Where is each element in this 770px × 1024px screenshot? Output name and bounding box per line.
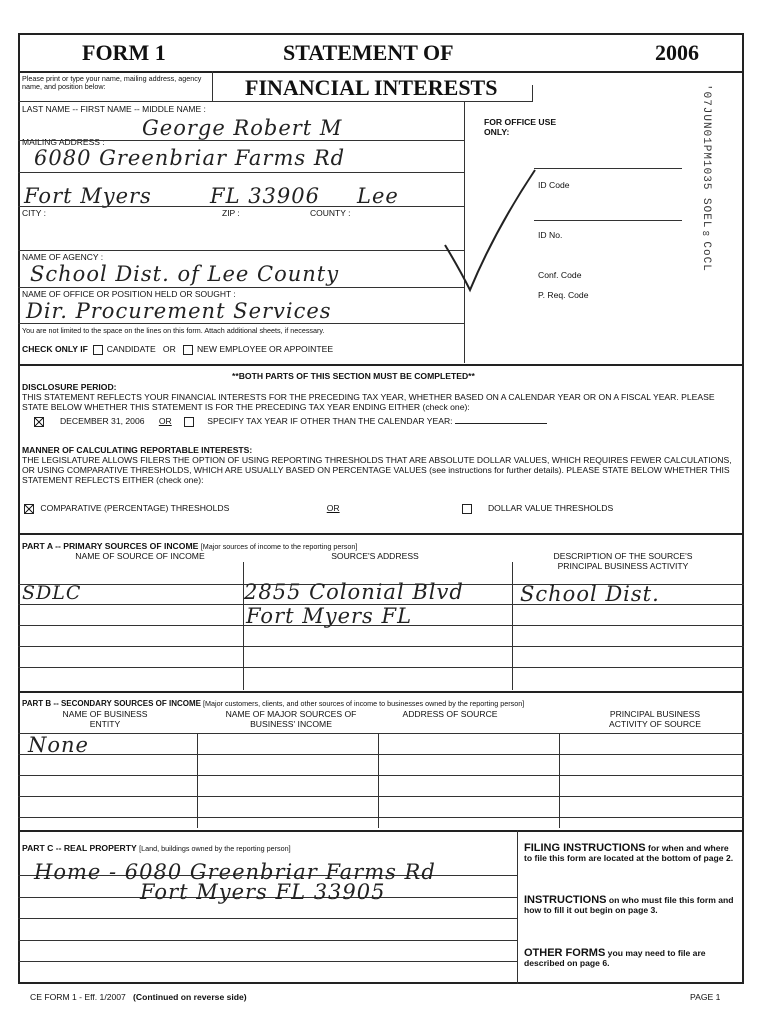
filing-text: for when and where to file this form are located at the bottom of page 2. <box>524 843 734 863</box>
form-number: FORM 1 <box>82 40 166 65</box>
zip-label: ZIP : <box>222 208 240 218</box>
other-text: you may need to file are described on page 6. <box>524 948 706 968</box>
p-req-code-label: P. Req. Code <box>538 290 589 300</box>
position-label: NAME OF OFFICE OR POSITION HELD OR SOUGHT : <box>22 289 236 299</box>
position-value[interactable]: Dir. Procurement Services <box>26 299 332 323</box>
filing-instructions <box>524 843 736 863</box>
received-stamp: '07JUN01PM1035 SOEL∞CoCL <box>700 84 712 272</box>
part-b-sub: [Major customers, clients, and other sources of income to businesses owned by the reporting person] <box>202 699 525 708</box>
instructions-note <box>524 895 736 915</box>
threshold-or: OR <box>326 503 340 513</box>
city-value[interactable]: Fort Myers <box>24 184 152 208</box>
part-a-r2c2[interactable]: Fort Myers FL <box>246 604 413 628</box>
other-title: OTHER FORMS <box>524 947 606 959</box>
print-note: Please print or type your name, mailing address, agency name, and position below: <box>22 74 202 91</box>
statement-of: STATEMENT OF <box>283 40 454 65</box>
id-no-label: ID No. <box>538 230 563 240</box>
part-b-col3: ADDRESS OF SOURCE <box>402 709 498 719</box>
part-a-r1c3[interactable]: School Dist. <box>520 582 660 606</box>
dollar-label: DOLLAR VALUE THRESHOLDS <box>487 503 614 513</box>
part-b-r1c1[interactable]: None <box>28 733 89 757</box>
part-c-heading: PART C -- REAL PROPERTY <box>22 843 137 853</box>
check-only-row <box>22 344 333 355</box>
conf-code-label: Conf. Code <box>538 270 582 280</box>
part-c-line2[interactable]: Fort Myers FL 33905 <box>140 880 386 904</box>
part-c-line1[interactable]: Home - 6080 Greenbriar Farms Rd <box>34 860 436 884</box>
part-a-col1: NAME OF SOURCE OF INCOME <box>75 551 205 561</box>
footer-continued: (Continued on reverse side) <box>133 992 247 1002</box>
specify-field[interactable] <box>455 423 547 424</box>
new-employee-label: NEW EMPLOYEE OR APPOINTEE <box>196 344 334 354</box>
part-b-heading: PART B -- SECONDARY SOURCES OF INCOME <box>22 699 201 708</box>
part-b-heading-row <box>22 700 524 708</box>
dollar-checkbox[interactable] <box>462 504 472 514</box>
period-text: THIS STATEMENT REFLECTS YOUR FINANCIAL INTERESTS FOR THE PRECEDING TAX YEAR, WHETHER BASED ON A CALENDAR YEAR OR ON A FISCAL YEAR. PLEASE STATE BELOW WHETHER THIS STATEMENT IS FOR THE PRECEDING TAX YEAR ENDING EITHER (check one): <box>22 392 715 412</box>
part-b-col4: PRINCIPAL BUSINESS ACTIVITY OF SOURCE <box>609 709 701 729</box>
part-c-sub: [Land, buildings owned by the reporting person] <box>139 844 291 853</box>
specify-checkbox[interactable] <box>184 417 194 427</box>
specify-label: SPECIFY TAX YEAR IF OTHER THAN THE CALENDAR YEAR: <box>207 416 453 426</box>
office-use-label: FOR OFFICE USE ONLY: <box>484 117 557 137</box>
dec31-checkbox[interactable] <box>34 417 44 427</box>
period-heading: DISCLOSURE PERIOD: <box>22 382 117 392</box>
instr-text: on who must file this form and how to fill it out begin on page 3. <box>524 895 734 915</box>
county-value[interactable]: Lee <box>357 184 399 208</box>
period-choice-row <box>34 416 734 427</box>
filing-title: FILING INSTRUCTIONS <box>524 842 646 854</box>
part-a-r1c2[interactable]: 2855 Colonial Blvd <box>244 580 464 604</box>
part-b-col1: NAME OF BUSINESS ENTITY <box>62 709 148 729</box>
instr-title: INSTRUCTIONS <box>524 894 607 906</box>
dec31-label: DECEMBER 31, 2006 <box>59 416 145 426</box>
agency-value[interactable]: School Dist. of Lee County <box>30 262 340 286</box>
name-value[interactable]: George Robert M <box>142 116 343 140</box>
part-a-sub: [Major sources of income to the reporting person] <box>200 542 358 551</box>
manner-text: THE LEGISLATURE ALLOWS FILERS THE OPTION OF USING REPORTING THRESHOLDS THAT ARE ABSOLUTE DOLLAR VALUES, WHICH REQUIRES FEWER CALCULATIONS, OR USING COMPARATIVE THRESHOLDS, WHICH ARE USUALLY BASED ON PERCENTAGE VALUES (see instructions for further details). PLEASE STATE BELOW WHETHER THIS STATEMENT REFLECTS EITHER (check one): <box>22 455 732 485</box>
state-zip-value[interactable]: FL 33906 <box>210 184 320 208</box>
part-a-r1c1[interactable]: SDLC <box>22 582 82 604</box>
form-title: FINANCIAL INTERESTS <box>245 75 498 100</box>
limit-note: You are not limited to the space on the lines on this form. Attach additional sheets, if necessary. <box>22 326 325 335</box>
footer-left-row <box>30 992 247 1002</box>
part-c-heading-row <box>22 843 291 853</box>
part-a-col3: DESCRIPTION OF THE SOURCE'S PRINCIPAL BUSINESS ACTIVITY <box>553 551 693 571</box>
part-b-col2: NAME OF MAJOR SOURCES OF BUSINESS' INCOME <box>225 709 357 729</box>
agency-label: NAME OF AGENCY : <box>22 252 104 262</box>
threshold-choice-row <box>24 503 724 514</box>
mailing-label: MAILING ADDRESS : <box>22 137 105 147</box>
part-a-heading-row <box>22 541 357 551</box>
footer-form-id: CE FORM 1 - Eff. 1/2007 <box>30 992 126 1002</box>
id-code-label: ID Code <box>538 180 570 190</box>
mailing-value[interactable]: 6080 Greenbriar Farms Rd <box>34 146 346 170</box>
checkmark-icon <box>440 150 540 300</box>
both-parts-note: **BOTH PARTS OF THIS SECTION MUST BE COMPLETED** <box>232 371 475 381</box>
new-employee-checkbox[interactable] <box>183 345 193 355</box>
part-a-heading: PART A -- PRIMARY SOURCES OF INCOME <box>22 541 199 551</box>
footer-page: PAGE 1 <box>690 992 721 1002</box>
county-label: COUNTY : <box>310 208 351 218</box>
part-a-col2: SOURCE'S ADDRESS <box>331 551 419 561</box>
comparative-checkbox[interactable] <box>24 504 34 514</box>
name-label: LAST NAME -- FIRST NAME -- MIDDLE NAME : <box>22 104 206 114</box>
form-year: 2006 <box>655 40 699 65</box>
period-or: OR <box>158 416 172 426</box>
comparative-label: COMPARATIVE (PERCENTAGE) THRESHOLDS <box>40 503 230 513</box>
candidate-label: CANDIDATE <box>106 344 156 354</box>
manner-heading: MANNER OF CALCULATING REPORTABLE INTERESTS: <box>22 445 253 455</box>
candidate-checkbox[interactable] <box>93 345 103 355</box>
or-label: OR <box>162 344 176 354</box>
city-label: CITY : <box>22 208 46 218</box>
check-only-label: CHECK ONLY IF <box>22 344 88 354</box>
other-forms-note <box>524 948 736 968</box>
